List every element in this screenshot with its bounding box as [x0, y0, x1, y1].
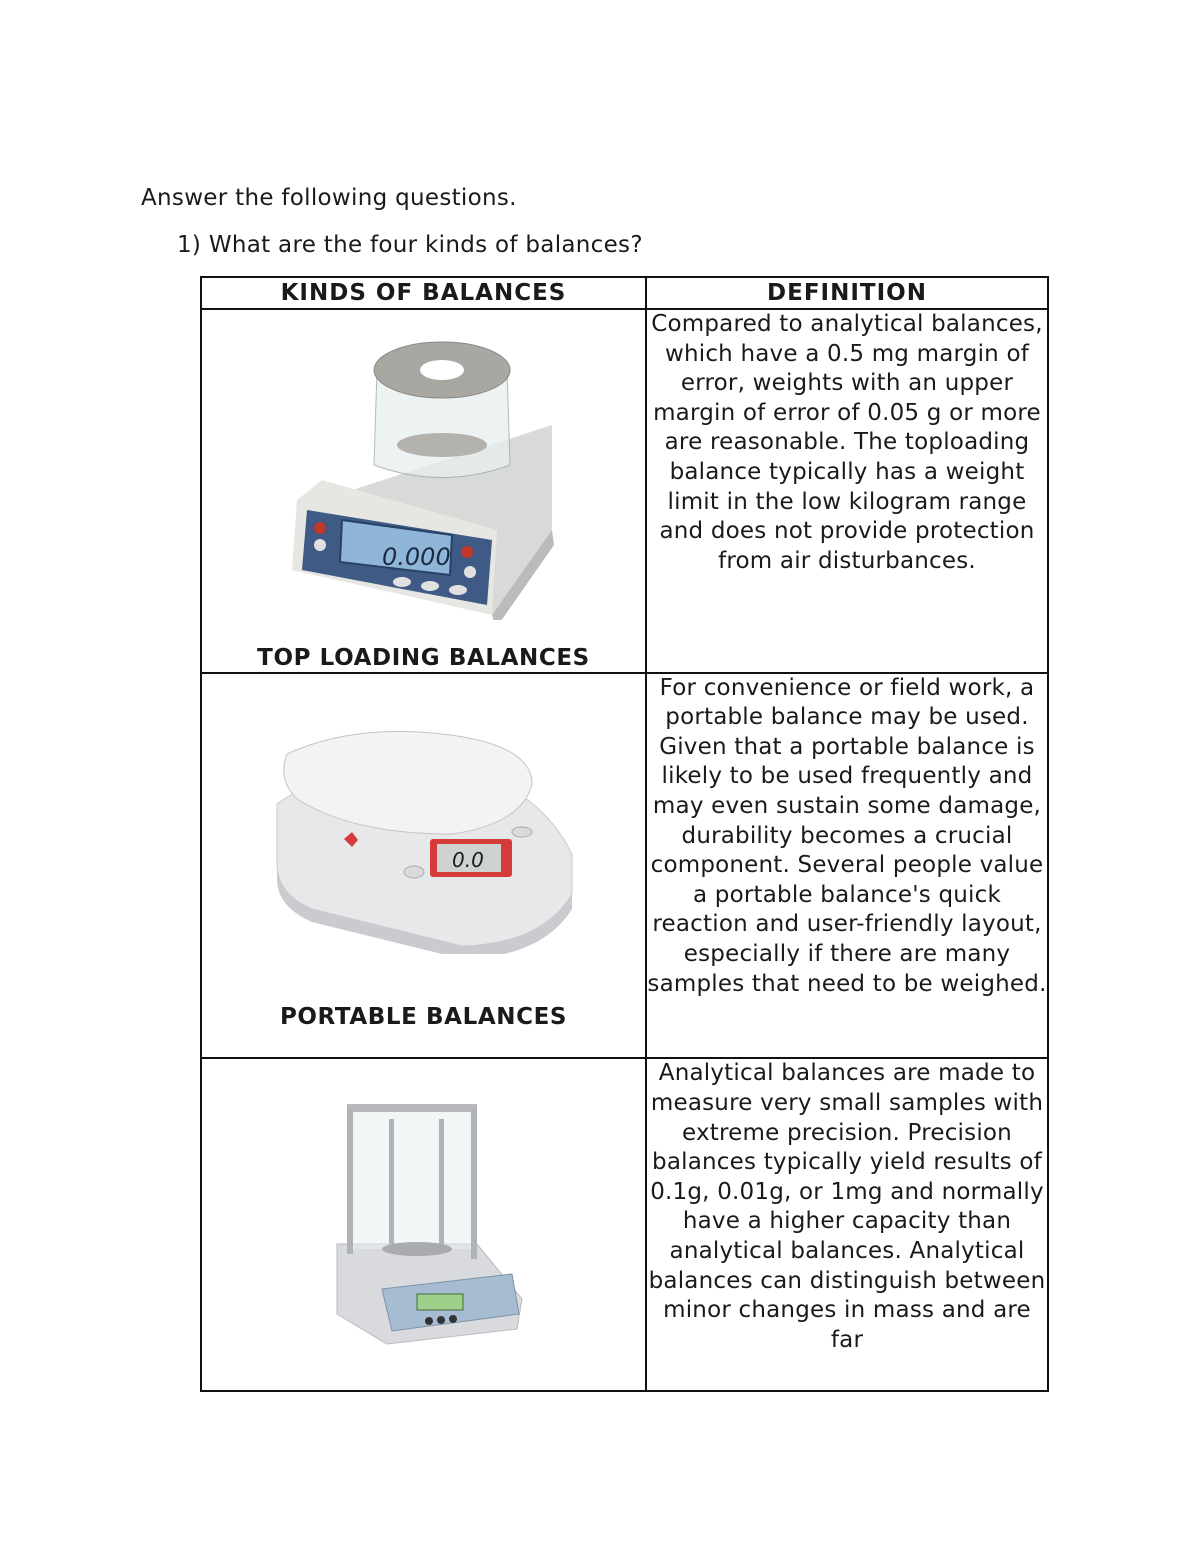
- display-reading: 0.0: [452, 847, 484, 872]
- header-definition: DEFINITION: [646, 277, 1048, 309]
- table-row: [201, 309, 1048, 673]
- question-text: 1) What are the four kinds of balances?: [177, 232, 643, 258]
- definition-cell: For convenience or field work, a portable balance may be used. Given that a portable balance is likely to be used frequently and may even sustain some damage, durability becomes a crucial component. Several people value a portable balance's quick reaction and user-friendly layout, especially if there are many samples that need to be weighed.: [646, 673, 1048, 1059]
- instruction-text: Answer the following questions.: [141, 185, 517, 211]
- definition-cell: Compared to analytical balances, which have a 0.5 mg margin of error, weights with an upper margin of error of 0.05 g or more are reasonable. The toploading balance typically has a weight limit in the low kilogram range and does not provide protection from air disturbances.: [646, 309, 1048, 673]
- kind-cell: [201, 673, 646, 1059]
- kind-label: PORTABLE BALANCES: [279, 1003, 568, 1030]
- header-kinds: KINDS OF BALANCES: [201, 277, 646, 309]
- display-reading: 0.000: [382, 543, 451, 572]
- table-row: [201, 673, 1048, 1059]
- kind-cell: [201, 309, 646, 673]
- analytical-balance-image: [327, 1099, 532, 1349]
- kind-cell: [201, 1058, 646, 1391]
- top-loading-balance-image: [282, 330, 567, 620]
- kind-label: TOP LOADING BALANCES: [257, 645, 590, 672]
- portable-balance-image: [272, 714, 582, 954]
- table-row: [201, 1058, 1048, 1391]
- definition-cell: Analytical balances are made to measure very small samples with extreme precision. Precision balances typically yield results of 0.1g, 0.01g, or 1mg and normally have a higher capacity than analytical balances. Analytical balances can distinguish between minor changes in mass and are far: [646, 1058, 1048, 1391]
- balances-table: [200, 276, 1049, 1392]
